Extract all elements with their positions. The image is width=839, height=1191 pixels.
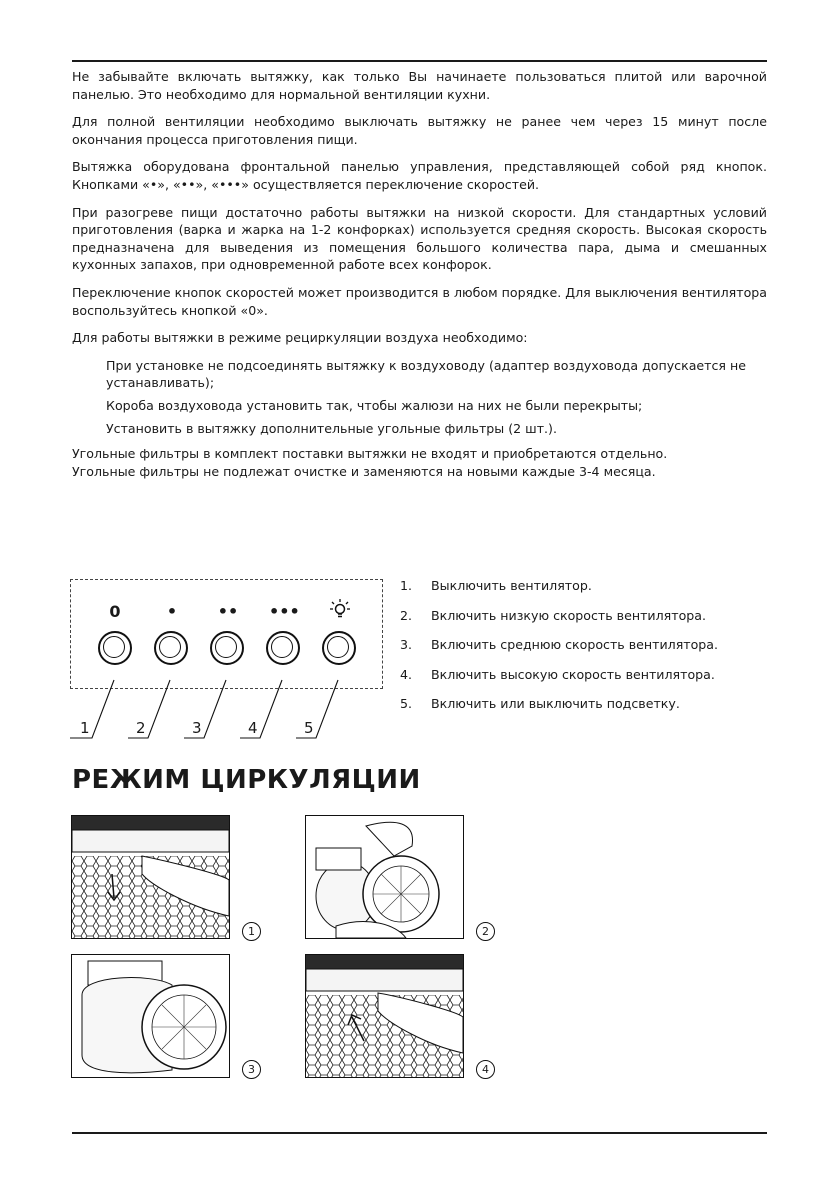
figure-number: 2 xyxy=(476,922,495,941)
paragraph: Не забывайте включать вытяжку, как только Вы начинаете пользоваться плитой или варочной панелью. Это необходимо для нормальной вентиляции кухни. xyxy=(72,69,767,102)
paragraph: Вытяжка оборудована фронтальной панелью управления, представляющей собой ряд кнопок. Кнопками «•», «••», «•••» осуществляется переключение скоростей. xyxy=(72,159,767,192)
paragraph: Угольные фильтры в комплект поставки вытяжки не входят и приобретаются отдельно. xyxy=(72,446,668,462)
step-number: 5. xyxy=(400,696,413,711)
paragraph: При разогреве пищи достаточно работы вытяжки на низкой скорости. Для стандартных условий приготовления (варка и жарка на 1-2 конфорках) используется средняя скорость. Высокая скорость предназначена для выведения из помещения большого количества пара, дыма и смешанных кухонных запахов, при одновременной работе всех конфорок. xyxy=(72,204,767,273)
button-label-high: ••• xyxy=(269,602,300,621)
list-item xyxy=(400,667,718,697)
step-number: 4. xyxy=(400,666,413,682)
instructions-text xyxy=(72,68,767,480)
button-label-off: 0 xyxy=(109,602,121,621)
recirculation-list xyxy=(72,357,767,437)
step-text: Выключить вентилятор. xyxy=(431,578,592,593)
paragraph: Переключение кнопок скоростей может производится в любом порядке. Для выключения вентилятора воспользуйтесь кнопкой «0». xyxy=(72,284,767,318)
paragraph: Для работы вытяжки в режиме рециркуляции воздуха необходимо: xyxy=(72,330,528,346)
button-functions-list xyxy=(400,578,718,726)
step-number: 1. xyxy=(400,578,413,593)
callout-number: 3 xyxy=(192,719,202,737)
step-number: 3. xyxy=(400,637,413,652)
callout-number: 5 xyxy=(304,719,314,737)
callout-number: 4 xyxy=(248,719,258,737)
figure-number: 3 xyxy=(242,1060,261,1079)
callout-lines xyxy=(70,640,390,742)
callout-number: 2 xyxy=(136,719,146,737)
figure-2-install-carbon-filter xyxy=(305,815,464,939)
figure-number: 1 xyxy=(242,922,261,941)
step-text: Включить высокую скорость вентилятора. xyxy=(431,666,715,682)
list-item xyxy=(400,696,718,726)
button-label-low: • xyxy=(166,602,178,621)
step-text: Включить или выключить подсветку. xyxy=(431,696,680,711)
list-item xyxy=(400,578,718,608)
step-text: Включить среднюю скорость вентилятора. xyxy=(431,637,719,652)
list-item: Установить в вытяжку дополнительные угольные фильтры (2 шт.). xyxy=(106,420,557,436)
light-bulb-icon xyxy=(329,598,351,622)
callout-number: 1 xyxy=(80,719,90,737)
section-title: РЕЖИМ ЦИРКУЛЯЦИИ xyxy=(72,765,421,795)
list-item xyxy=(400,608,718,638)
paragraph: Угольные фильтры не подлежат очистке и заменяются на новыми каждые 3-4 месяца. xyxy=(72,463,656,479)
list-item: Короба воздуховода установить так, чтобы жалюзи на них не были перекрыты; xyxy=(106,397,643,413)
step-text: Включить низкую скорость вентилятора. xyxy=(431,607,706,623)
list-item: При установке не подсоединять вытяжку к воздуховоду (адаптер воздуховода допускается не устанавливать); xyxy=(106,357,746,391)
figure-1-remove-filter xyxy=(71,815,230,939)
paragraph: Для полной вентиляции необходимо выключать вытяжку не ранее чем через 15 минут после окончания процесса приготовления пищи. xyxy=(72,114,767,147)
figure-number: 4 xyxy=(476,1060,495,1079)
step-number: 2. xyxy=(400,607,413,623)
button-label-medium: •• xyxy=(217,602,239,621)
figure-3-filter-installed xyxy=(71,954,230,1078)
list-item xyxy=(400,637,718,667)
top-rule xyxy=(72,60,767,62)
figure-4-reinsert-filter xyxy=(305,954,464,1078)
bottom-rule xyxy=(72,1132,767,1134)
